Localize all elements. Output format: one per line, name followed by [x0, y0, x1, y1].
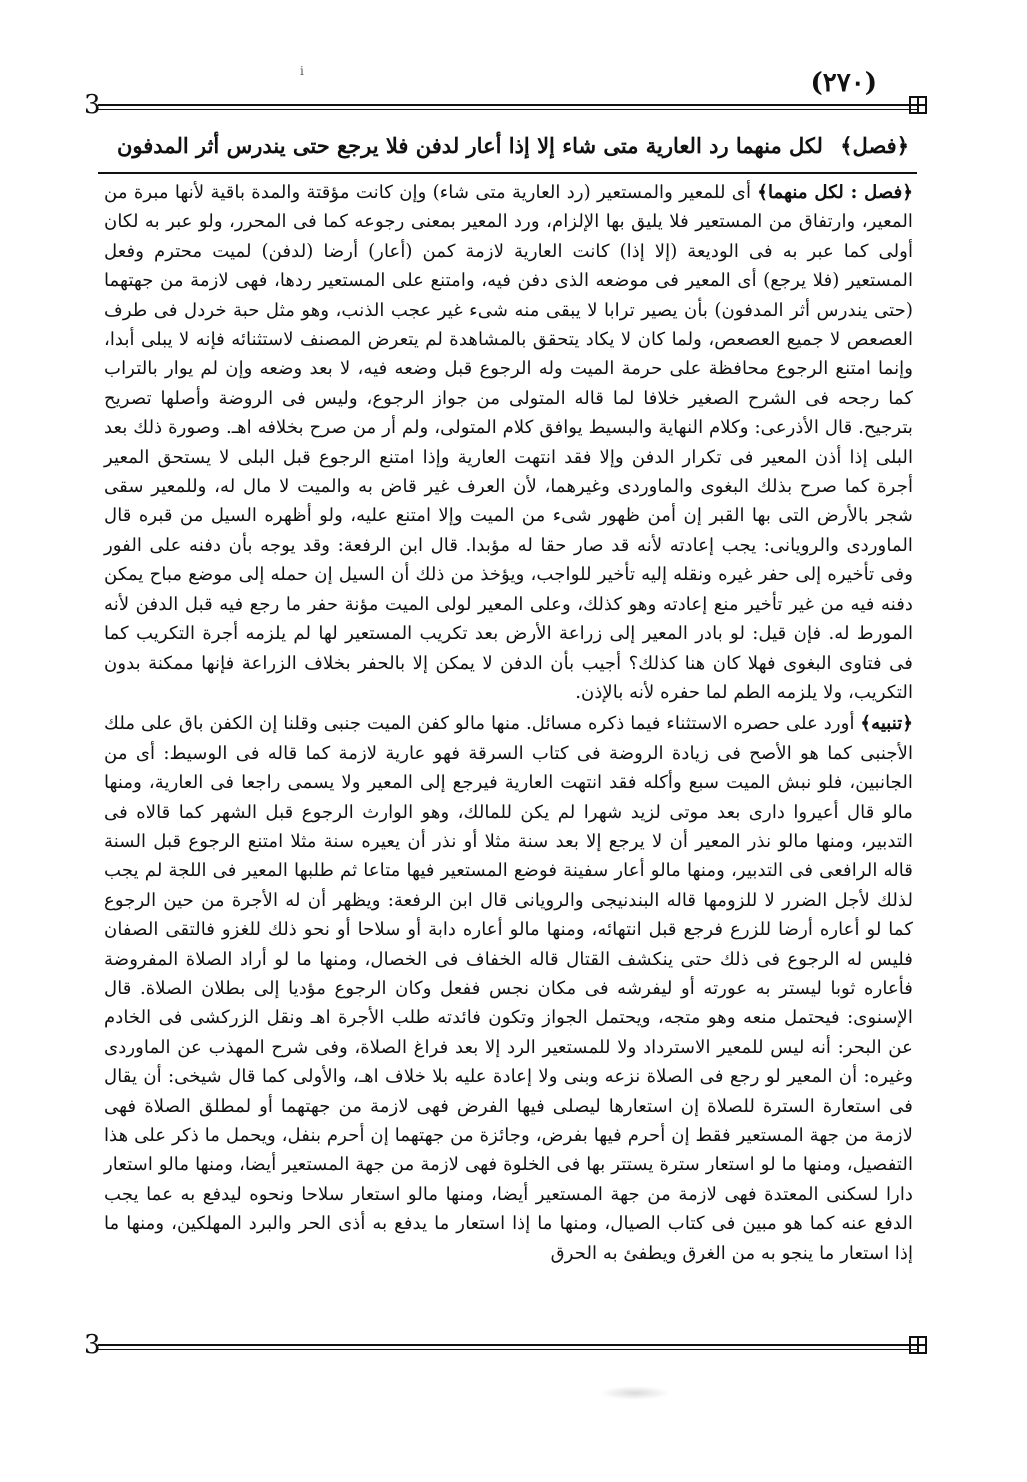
left-bracket-ornament: 3: [84, 1330, 101, 1360]
page-number: (٢٧٠): [810, 68, 877, 98]
commentary-body: [104, 178, 913, 1268]
bottom-frame-rule: [98, 1344, 917, 1350]
page-top-mark: i: [300, 64, 304, 78]
section-headline: [106, 124, 909, 168]
paragraph: [104, 178, 913, 707]
headline-rule: [98, 172, 917, 174]
paragraph-text: أورد على حصره الاستثناء فيما ذكره مسائل. منها مالو كفن الميت جنبى وقلنا إن الكفن باق على ملك الأجنبى كما هو الأصح فى زيادة الروضة فى كتاب السرقة فهو عارية لازمة كما قاله فى الوسيط: أى من الجانبين، فلو نبش الميت سبع وأكله فقد انتهت العارية فيرجع إلى المعير ولا يسمى راجعا فى العارية، ومنها مالو قال أعيروا دارى بعد موتى لزيد شهرا لم يكن للمالك، وهو الوارث الرجوع قبل الشهر كما قالاه فى التدبير، ومنها مالو نذر المعير أن لا يرجع إلا بعد سنة مثلا أو نذر أن يعيره سنة مثلا امتنع الرجوع قبل السنة قاله الرافعى فى التدبير، ومنها مالو أعار سفينة فوضع المستعير فيها متاعا ثم طلبها المعير فى اللجة لم يجب لذلك لأجل الضرر لا للزومها قاله البندنيجى والرويانى قال ابن الرفعة: ويظهر أن له الأجرة من حين الرجوع كما لو أعاره أرضا للزرع فرجع قبل انتهائه، ومنها مالو أعاره دابة أو سلاحا أو نحو ذلك للغزو فالتقى الصفان فليس له الرجوع فى ذلك حتى ينكشف القتال قاله الخفاف فى الخصال، ومنها ما لو أراد الصلاة المفروضة فأعاره ثوبا ليستر به عورته أو ليفرشه فى مكان نجس ففعل وكان الرجوع مؤديا إلى بطلان الصلاة. قال الإسنوى: فيحتمل منعه وهو متجه، ويحتمل الجواز وتكون فائدته طلب الأجرة اهـ ونقل الزركشى فى الخادم عن البحر: أنه ليس للمعير الاسترداد ولا للمستعير الرد إلا بعد فراغ الصلاة، وفى شرح المهذب عن الماوردى وغيره: أن المعير لو رجع فى الصلاة نزعه وبنى ولا إعادة عليه بلا خلاف اهـ، والأولى كما قال شيخى: أن يقال فى استعارة السترة للصلاة إن استعارها ليصلى فيها الفرض فهى لازمة من جهتهما أو لمطلق الصلاة فهى لازمة من جهة المستعير فقط إن أحرم فيها بفرض، وجائزة من جهتهما إن أحرم بنفل، ويحمل ما ذكر على هذا التفصيل، ومنها ما لو استعار سترة يستتر بها فى الخلوة فهى لازمة من جهة المستعير أيضا، ومنها مالو استعار دارا لسكنى المعتدة فهى لازمة من جهة المستعير أيضا، ومنها مالو استعار سلاحا ونحوه ليدفع به عما يجب الدفع عنه كما هو مبين فى كتاب الصيال، ومنها ما إذا استعار ما يدفع به أذى الحر والبرد المهلكين، ومنها ما إذا استعار ما ينجو به من الغرق ويطفئ به الحرق: [104, 713, 913, 1264]
paragraph: [104, 709, 913, 1268]
paragraph-lead: ﴿تنبيه﴾: [860, 713, 913, 735]
corner-ornament-icon: [909, 1336, 927, 1354]
headline-lead: ﴿فصل﴾: [840, 133, 909, 158]
scan-smudge: [600, 1386, 670, 1400]
corner-ornament-icon: [909, 96, 927, 114]
top-frame-rule: [98, 104, 917, 110]
paragraph-text: أى للمعير والمستعير (رد العارية متى شاء) وإن كانت مؤقتة والمدة باقية لأنها مبرة من المعير، وارتفاق من المستعير فلا يليق بها الإلزام، ورد المعير بمعنى رجوعه كما فى المحرر، ولو عبر به لكان أولى كما عبر به فى الوديعة (إلا إذا) كانت العارية لازمة كمن (أعار) أرضا (لدفن) لميت محترم وفعل المستعير (فلا يرجع) أى المعير فى موضعه الذى دفن فيه، وامتنع على المستعير ردها، فهى لازمة من جهتهما (حتى يندرس أثر المدفون) بأن يصير ترابا لا يبقى منه شىء غير عجب الذنب، وهو مثل حبة خردل فى طرف العصعص لا جميع العصعص، ولما كان لا يكاد يتحقق بالمشاهدة لم يتعرض المصنف لاستثنائه فإنه لا يبلى أبدا، وإنما امتنع الرجوع محافظة على حرمة الميت وله الرجوع قبل وضعه فيه، لا بعد وضعه وإن لم يوار بالتراب كما رجحه فى الشرح الصغير خلافا لما قاله المتولى من جواز الرجوع، وليس فى الروضة وأصلها تصريح بترجيح. قال الأذرعى: وكلام النهاية والبسيط يوافق كلام المتولى، ولم أر من صرح بخلافه اهـ. وصورة ذلك بعد البلى إذا أذن المعير فى تكرار الدفن وإلا فقد انتهت العارية وإذا امتنع الرجوع قبل البلى لا يستحق المعير أجرة كما صرح بذلك البغوى والماوردى وغيرهما، لأن العرف غير قاض به والميت لا مال له، وللمعير سقى شجر بالأرض التى بها القبر إن أمن ظهور شىء من الميت وإلا امتنع عليه، ولو أظهره السيل من قبره قال الماوردى والرويانى: يجب إعادته لأنه قد صار حقا له مؤبدا. قال ابن الرفعة: وقد يوجه بأن دفنه على الفور وفى تأخيره إلى حفر غيره ونقله إليه تأخير للواجب، ويؤخذ من ذلك أن السيل إن حمله إلى موضع مباح يمكن دفنه فيه من غير تأخير منع إعادته وهو كذلك، وعلى المعير لولى الميت مؤنة حفر ما رجع فيه قبل الدفن لأنه المورط له. فإن قيل: لو بادر المعير إلى زراعة الأرض بعد تكريب المستعير لها لم يلزمه أجرة التكريب كما فى فتاوى البغوى فهلا كان هنا كذلك؟ أجيب بأن الدفن لا يمكن إلا بالحفر بخلاف الزراعة فإنها ممكنة بدون التكريب، ولا يلزمه الطم لما حفره لأنه بالإذن.: [104, 182, 913, 703]
headline-text: لكل منهما رد العارية متى شاء إلا إذا أعار لدفن فلا يرجع حتى يندرس أثر المدفون: [116, 133, 823, 158]
paragraph-lead: ﴿فصل : لكل منهما﴾: [757, 182, 914, 203]
left-bracket-ornament: 3: [84, 90, 101, 120]
